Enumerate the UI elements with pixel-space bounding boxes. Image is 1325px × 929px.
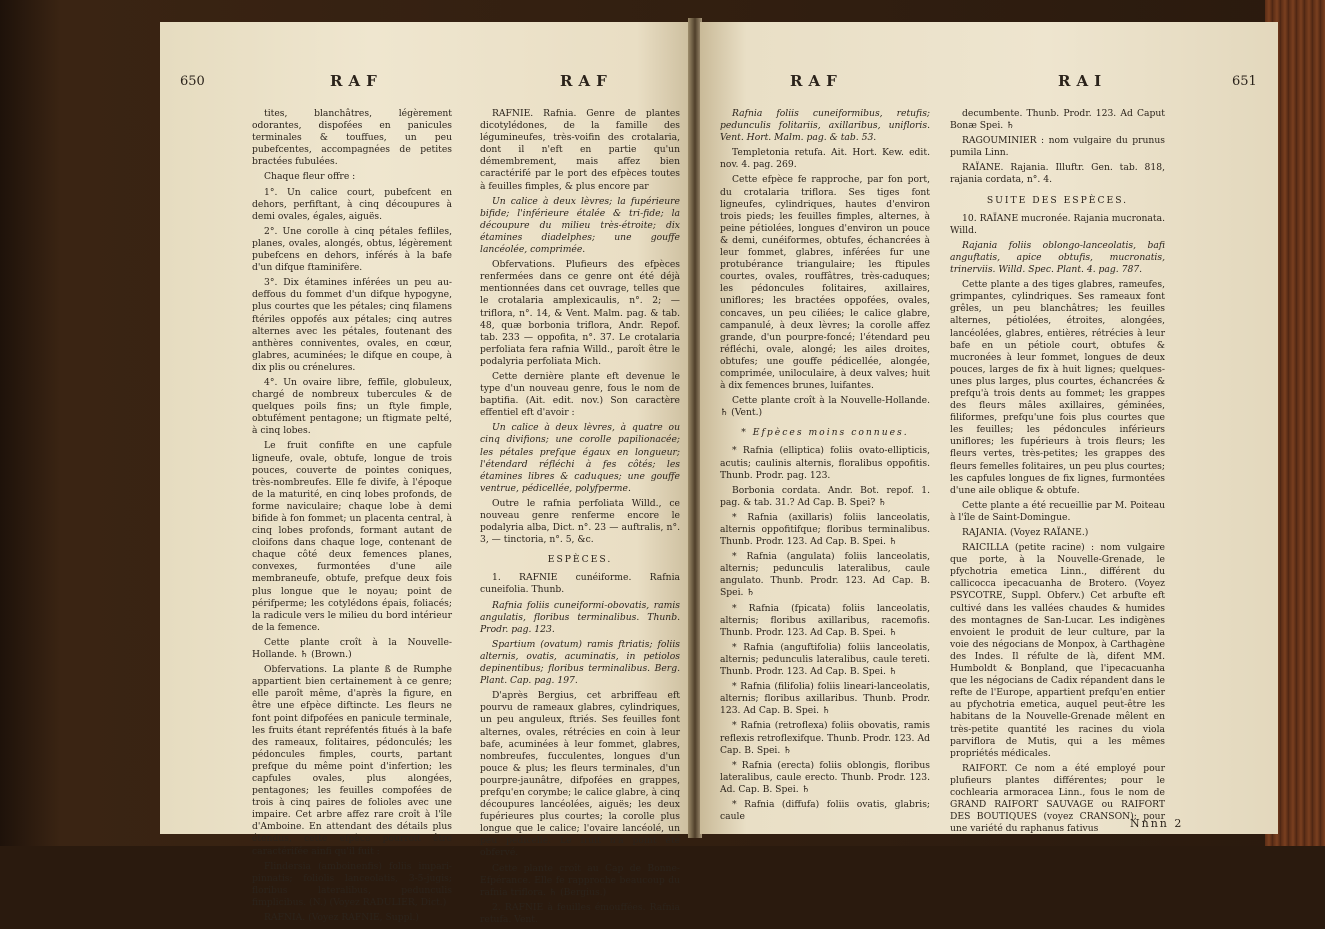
section-heading: * Efpèces moins connues. — [741, 427, 909, 439]
paragraph: Obfervations. La plante ß de Rumphe appartient bien certainement à ce genre; elle paroît même, d'après la figure, en être une efpèce diftincte. Les fleurs ne font point difpofées en panicule terminale, les fruits étant repréfentés fitués à la bafe des rameaux, folitaires, pédonculés; les pédoncules fimples, courts, partant prefque du même point d'infertion; les capfules ovales, plus alongées, pentagones; les feuilles compofées de trois à cinq paires de folioles avec une impaire. Cet arbre affez rare croît à l'île d'Amboine. En attendant des détails plus étendus, cette efpèce pourroit être caractérifée ainfi qu'il fuit : — [252, 664, 452, 857]
paragraph: Le fruit confifte en une capfule ligneufe, ovale, obtufe, longue de trois pouces, couverte de pointes coniques, très-nombreufes. Elle fe divife, à l'époque de la maturité, en cinq lobes profonds, de forme naviculaire; chaque lobe à demi bifide à fon fommet; un placenta central, à cinq lobes profonds, formant autant de cloifons dans chaque loge, contenant de chaque côté deux femences planes, convexes, furmontées d'une aile membraneufe, obtufe, prefque deux fois plus longue que le noyau; point de périfperme; les cotylédons épais, foliacés; la radicule vers le milieu du bord intérieur de la femence. — [252, 440, 452, 633]
paragraph: * Rafnia (elliptica) foliis ovato-ellipticis, acutis; caulinis alternis, floralibus oppofitis. Thunb. Prodr. pag. 123. — [720, 445, 930, 481]
paragraph: tites, blanchâtres, légèrement odorantes, dispofées en panicules terminales & touffues, un peu pubefcentes, accompagnées de petites bractées fubulées. — [252, 108, 452, 168]
paragraph: 1°. Un calice court, pubefcent en dehors, perfiftant, à cinq découpures à demi ovales, égales, aiguës. — [252, 186, 452, 222]
paragraph: RAFNIA. (Voyez RAFNIE, Suppl.) — [264, 912, 419, 923]
paragraph: Templetonia retufa. Ait. Hort. Kew. edit. nov. 4. pag. 269. — [720, 147, 930, 171]
left-column-2 — [480, 108, 680, 929]
paragraph: 2. RAFNIE à feuilles émouffées. Rafnia retufa. Vent. — [480, 901, 680, 925]
paragraph: RAFNIE. Rafnia. Genre de plantes dicotylédones, de la famille des légumineufes, très-voifin des crotalaria, dont il n'eft en partie qu'un démembrement, mais affez bien caractérifé par le port des efpèces toutes à feuilles fimples, & plus encore par — [480, 108, 680, 192]
left-page — [160, 22, 690, 925]
paragraph: RAIFORT. Ce nom a été employé pour plufieurs plantes différentes; pour le cochlearia armoracea Linn., fous le nom de GRAND RAIFORT SAUVAGE ou RAIFORT DES BOUTIQUES (voyez CRANSON); pour une variété du raphanus fativus — [950, 762, 1165, 835]
left-folio: 650 — [180, 74, 205, 89]
paragraph: Outre le rafnia perfoliata Willd., ce nouveau genre renferme encore le podalyria alba, Dict. n°. 23 — auftralis, n°. 3, — tinctoria, n°. 5, &c. — [480, 497, 680, 546]
section-heading: ESPÈCES. — [547, 554, 613, 566]
paragraph: Rafnia foliis cuneiformi-obovatis, ramis angulatis, floribus terminalibus. Thunb. Prodr. pag. 123. — [480, 599, 680, 635]
paragraph: Cette dernière plante eft devenue le type d'un nouveau genre, fous le nom de baptifia. (Ait. edit. nov.) Son caractère effentiel eft d'avoir : — [480, 370, 680, 419]
paragraph: * Rafnia (angulata) foliis lanceolatis, alternis; pedunculis lateralibus, caule angulato. Thunb. Prodr. 123. Ad Cap. B. Spei. ♄ — [720, 551, 930, 599]
paragraph: Cette plante croît à la Nouvelle-Hollande. ♄ (Vent.) — [720, 395, 930, 419]
paragraph: 1. RAFNIE cunéiforme. Rafnia cuneifolia. Thunb. — [480, 572, 680, 596]
paragraph: Spartium (ovatum) ramis ftriatis; foliis alternis, ovatis, acuminatis, in petiolos depinentibus; floribus terminalibus. Berg. Plant. Cap. pag. 197. — [480, 638, 680, 687]
left-running-head-right: RAF — [560, 72, 613, 90]
paragraph: Cette plante a des tiges glabres, rameufes, grimpantes, cylindriques. Ses rameaux font grêles, un peu blanchâtres; les feuilles alternes, pétiolées, étroites, alongées, lancéolées, glabres, entières, rétrécies à leur bafe en un pétiole court, obtufes & mucronées à leur fommet, longues de deux pouces, larges de fix à huit lignes; quelques-unes plus larges, plus courtes, échancrées & prefqu'à trois dents au fommet; les grappes des fleurs mâles axillaires, géminées, filiformes, prefqu'une fois plus courtes que les feuilles; les pédoncules inférieurs uniflores; les fupérieurs à trois fleurs; les fleurs vertes, très-petites; les grappes des fleurs femelles folitaires, un peu plus courtes; les capfules longues de fix lignes, furmontées d'une aile oblique & obtufe. — [950, 279, 1165, 496]
right-column-2 — [950, 108, 1165, 838]
paragraph: Borbonia cordata. Andr. Bot. repof. 1. pag. & tab. 31.? Ad Cap. B. Spei? ♄ — [720, 484, 930, 508]
paragraph: Chaque fleur offre : — [264, 171, 356, 183]
paragraph: Flindersia (amboinenfis) foliis impari-pinnatis; foliolis lanceolatis, 3-5-jugis; floribus lateralibus, pedunculis fimplicibus. (N.) (Voyez RADULIER, Dict.) — [252, 860, 452, 908]
paragraph: Cette plante a été recueillie par M. Poiteau à l'île de Saint-Domingue. — [950, 499, 1165, 523]
paragraph: 2°. Une corolle à cinq pétales fefliles, planes, ovales, alongés, obtus, légèrement pubefcens en dehors, inférés à la bafe d'un difque ftaminifère. — [252, 225, 452, 274]
paragraph: 3°. Dix étamines inférées un peu au-deffous du fommet d'un difque hypogyne, plus courtes que les pétales; cinq filamens ftériles oppofés aux pétales; cinq autres alternes avec les pétales, foutenant des anthères conniventes, ovales, en cœur, glabres, acuminées; le difque en coupe, à dix plis ou crénelures. — [252, 277, 452, 373]
paragraph: Cette plante croît au Cap de Bonne-Efpérance. Elle fe rapproche beaucoup du rafnia triflora. ♄ (Bergius.) — [480, 862, 680, 898]
paragraph: Cette plante croît à la Nouvelle-Hollande. ♄ (Brown.) — [252, 636, 452, 661]
paragraph: Cette efpèce fe rapproche, par fon port, du crotalaria triflora. Ses tiges font ligneufes, cylindriques, hautes d'environ trois pieds; les feuilles fimples, alternes, à peine pétiolées, longues d'environ un pouce & demi, cunéiformes, obtufes, échancrées à leur fommet, glabres, inférées fur une protubérance triangulaire; les ftipules courtes, ovales, rouffâtres, très-caduques; les pédoncules folitaires, axillaires, uniflores; les bractées oppofées, ovales, concaves, un peu ciliées; le calice glabre, campanulé, à deux lèvres; la corolle affez grande, d'un pourpre-foncé; l'étendard peu réfléchi, ovale, alongé; les ailes droites, obtufes; une gouffe pédicellée, alongée, comprimée, uniloculaire, à deux valves; huit à dix femences brunes, luifantes. — [720, 174, 930, 392]
paragraph: Un calice à deux lèvres; la fupérieure bifide; l'inférieure étalée & tri-fide; la découpure du milieu très-étroite; dix étamines diadelphes; une gouffe lancéolée, comprimée. — [480, 195, 680, 256]
paragraph: Rajania foliis oblongo-lanceolatis, bafi anguftatis, apice obtufis, mucronatis, trinerviis. Willd. Spec. Plant. 4. pag. 787. — [950, 239, 1165, 276]
paragraph: Rafnia foliis cuneiformibus, retufis; pedunculis folitariis, axillaribus, unifloris. Vent. Hort. Malm. pag. & tab. 53. — [720, 108, 930, 144]
paragraph: * Rafnia (anguftifolia) foliis lanceolatis, alternis; pedunculis lateralibus, caule tereti. Thunb. Prodr. 123. Ad Cap. B. Spei. ♄ — [720, 641, 930, 678]
right-running-head-right: RAI — [1058, 72, 1108, 90]
paragraph: 10. RAÏANE mucronée. Rajania mucronata. Willd. — [950, 212, 1165, 236]
paragraph: D'après Bergius, cet arbriffeau eft pourvu de rameaux glabres, cylindriques, un peu anguleux, ftriés. Ses feuilles font alternes, ovales, rétrécies en coin à leur bafe, acuminées à leur fommet, glabres, nombreufes, fucculentes, longues d'un pouce & plus; les fleurs terminales, d'un pourpre-jaunâtre, difpofées en grappes, prefqu'en corymbe; le calice glabre, à cinq découpures lancéolées, aiguës; les deux fupérieures plus courtes; la corolle plus longue que le calice; l'ovaire lancéolé, un peu pédicellé. Le fruit n'a point été obfervé. — [480, 690, 680, 859]
paragraph: * Rafnia (axillaris) foliis lanceolatis, alternis oppofitifque; floribus terminalibus. Thunb. Prodr. 123. Ad Cap. B. Spei. ♄ — [720, 511, 930, 548]
paragraph: 4°. Un ovaire libre, feffile, globuleux, chargé de nombreux tubercules & de quelques poils fins; un ftyle fimple, obtufément pentagone; un ftigmate pelté, à cinq lobes. — [252, 376, 452, 437]
paragraph: * Rafnia (fpicata) foliis lanceolatis, alternis; floribus axillaribus, racemofis. Thunb. Prodr. 123. Ad Cap. B. Spei. ♄ — [720, 602, 930, 638]
paragraph: * Rafnia (diffufa) foliis ovatis, glabris; caule — [720, 798, 930, 823]
paragraph: Un calice à deux lèvres, à quatre ou cinq divifions; une corolle papilionacée; les pétales prefque égaux en longueur; l'étendard réfléchi à fes côtés; les étamines libres & caduques; une gouffe ventrue, pédicellée, polyfperme. — [480, 422, 680, 494]
paragraph: RAÏANE. Rajania. Illuftr. Gen. tab. 818, rajania cordata, n°. 4. — [950, 162, 1165, 186]
paragraph: * Rafnia (erecta) foliis oblongis, floribus lateralibus, caule erecto. Thunb. Prodr. 123. Ad. Cap. B. Spei. ♄ — [720, 759, 930, 795]
paragraph: RAJANIA. (Voyez RAÏANE.) — [962, 527, 1089, 538]
right-column-1 — [720, 108, 930, 826]
paragraph: RAICILLA (petite racine) : nom vulgaire que porte, à la Nouvelle-Grenade, le pfychotria emetica Linn., différent du callicocca ipecacuanha de Brotero. (Voyez PSYCOTRE, Suppl. Obferv.) Cet arbufte eft cultivé dans les vallées chaudes & humides des montagnes de San-Lucar. Les indigènes envoient le produit de leur culture, par la voie des négocians de Monpox, à Carthagène des Indes. Il réfulte de là, difent MM. Humboldt & Bonpland, que l'ipecacuanha que les négocians de Cadix répandent dans le refte de l'Europe, appartient prefqu'en entier au pfychotria emetica, auquel peut-être les habitans de la Nouvelle-Grenade mêlent en très-petite quantité les racines du viola parviflora de Mutis, qui a les mêmes propriétés médicales. — [950, 542, 1165, 759]
right-running-head-left: RAF — [790, 72, 843, 90]
paragraph: decumbente. Thunb. Prodr. 123. Ad Caput Bonæ Spei. ♄ — [950, 108, 1165, 132]
paragraph: Obfervations. Plufieurs des efpèces renfermées dans ce genre ont été déjà mentionnées dans cet ouvrage, telles que le crotalaria amplexicaulis, n°. 2; — triflora, n°. 14, & Vent. Malm. pag. & tab. 48, quæ borbonia triflora, Andr. Repof. tab. 233 — oppofita, n°. 37. Le crotalaria perfoliata fera rafnia Willd., paroît être le podalyria perfoliata Mich. — [480, 259, 680, 367]
right-folio: 651 — [1232, 74, 1257, 89]
section-heading: SUITE DES ESPÈCES. — [986, 194, 1129, 206]
paragraph: * Rafnia (retroflexa) foliis obovatis, ramis reflexis retroflexifque. Thunb. Prodr. 123. Ad Cap. B. Spei. ♄ — [720, 720, 930, 756]
signature-mark: Nnnn 2 — [1130, 817, 1184, 830]
left-running-head-left: RAF — [330, 72, 383, 90]
right-page — [700, 22, 1278, 834]
paragraph: * Rafnia (filifolia) foliis lineari-lanceolatis, alternis; floribus axillaribus. Thunb. Prodr. 123. Ad Cap. B. Spei. ♄ — [720, 681, 930, 717]
paragraph: RAGOUMINIER : nom vulgaire du prunus pumila Linn. — [950, 135, 1165, 159]
left-column-1 — [252, 108, 452, 927]
